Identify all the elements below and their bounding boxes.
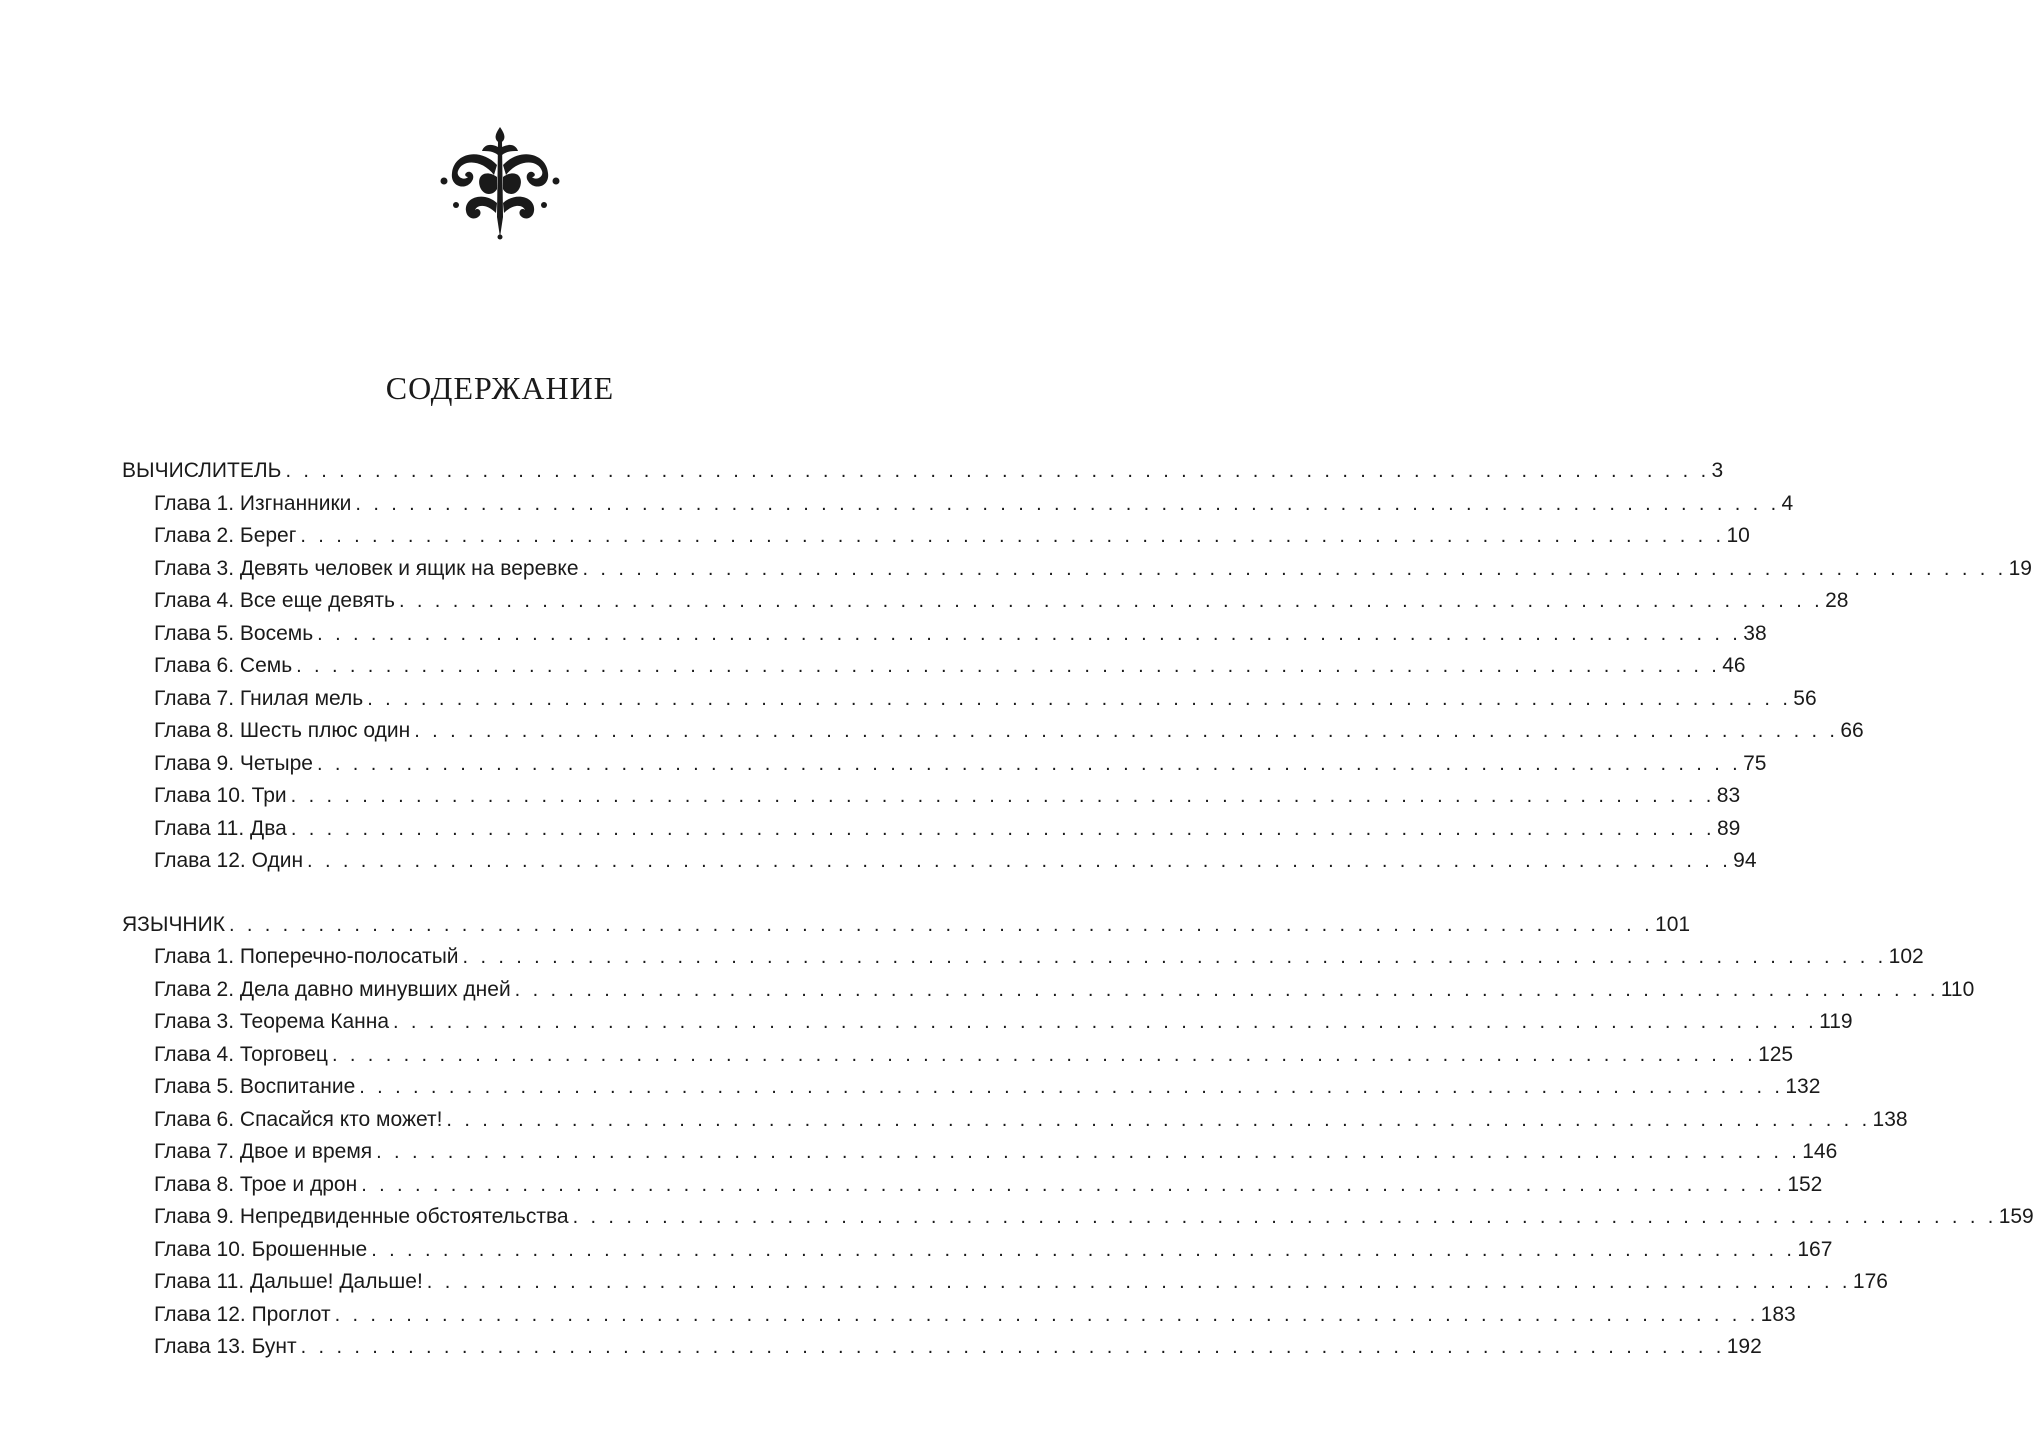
dot-leader: . . . . . . . . . . . . . . . . . . . . . . . . . . . . . . . . . . . . . . . . . . . . . . . . . . . . . . . . . . . . . . . . . . . . . . . . . . . . . . . . — [290, 785, 1715, 807]
dot-leader: . . . . . . . . . . . . . . . . . . . . . . . . . . . . . . . . . . . . . . . . . . . . . . . . . . . . . . . . . . . . . . . . . . . . . . . . . . . . . . . . — [285, 460, 1710, 482]
toc-chapter-entry — [122, 1299, 1796, 1332]
toc-chapter-entry-label: Глава 7. Гнилая мель — [154, 686, 364, 710]
toc-chapter-entry — [122, 1201, 2034, 1234]
toc-chapter-entry-label: Глава 12. Проглот — [154, 1302, 331, 1326]
toc-chapter-entry-label: Глава 8. Шесть плюс один — [154, 719, 411, 742]
toc-chapter-entry-label: Глава 11. Два — [154, 816, 287, 840]
toc-chapter-entry-page-number: 46 — [1722, 654, 1746, 677]
toc-chapter-entry-page-number: 94 — [1733, 849, 1757, 872]
toc-chapter-entry-label: Глава 2. Дела давно минувших дней — [154, 977, 511, 1001]
toc-chapter-entry — [122, 748, 1767, 781]
toc-chapter-entry — [122, 1104, 1908, 1137]
toc-chapter-entry-page-number: 192 — [1726, 1335, 1762, 1358]
toc-chapter-entry — [122, 1006, 1853, 1039]
dot-leader: . . . . . . . . . . . . . . . . . . . . . . . . . . . . . . . . . . . . . . . . . . . . . . . . . . . . . . . . . . . . . . . . . . . . . . . . . . . . . . . . — [398, 590, 1824, 612]
toc-chapter-entry-label: Глава 2. Берег — [154, 524, 297, 547]
toc-chapter-entry-label: Глава 13. Бунт — [154, 1335, 297, 1358]
toc-chapter-entry-label: Глава 1. Поперечно-полосатый — [154, 945, 459, 968]
toc-chapter-entry-label: Глава 5. Восемь — [154, 621, 314, 645]
toc-chapter-entry — [122, 488, 1794, 521]
toc-chapter-entry-label: Глава 6. Спасайся кто может! — [154, 1107, 443, 1131]
toc-chapter-entry — [122, 941, 1924, 974]
dot-leader: . . . . . . . . . . . . . . . . . . . . . . . . . . . . . . . . . . . . . . . . . . . . . . . . . . . . . . . . . . . . . . . . . . . . . . . . . . . . . . . . — [307, 850, 1732, 872]
dot-leader: . . . . . . . . . . . . . . . . . . . . . . . . . . . . . . . . . . . . . . . . . . . . . . . . . . . . . . . . . . . . . . . . . . . . . . . . . . . . . . . . — [359, 1076, 1784, 1098]
toc-chapter-entry-page-number: 19 — [2008, 556, 2032, 580]
toc-chapter-entry-page-number: 4 — [1781, 491, 1794, 515]
toc-chapter-entry — [122, 650, 1746, 683]
toc-chapter-entry-page-number: 152 — [1787, 1172, 1823, 1196]
toc-chapter-entry-page-number: 110 — [1940, 977, 1975, 1001]
toc-chapter-entry — [122, 1266, 1888, 1299]
toc-chapter-entry-label: Глава 1. Изгнанники — [154, 491, 352, 515]
toc-chapter-entry-label: Глава 4. Торговец — [154, 1042, 328, 1066]
toc-chapter-entry-page-number: 28 — [1825, 589, 1849, 612]
toc-chapter-entry — [122, 1169, 1823, 1202]
toc-chapter-entry-page-number: 176 — [1852, 1270, 1888, 1293]
toc-chapter-entry-label: Глава 7. Двое и время — [154, 1140, 373, 1163]
toc-chapter-entry-label: Глава 10. Брошенные — [154, 1237, 368, 1261]
toc-chapter-entry-label: Глава 8. Трое и дрон — [154, 1172, 358, 1196]
toc-chapter-entry-page-number: 125 — [1758, 1042, 1794, 1066]
toc-chapter-entry-label: Глава 6. Семь — [154, 654, 293, 677]
toc-chapter-entry-label: Глава 11. Дальше! Дальше! — [154, 1270, 423, 1293]
dot-leader: . . . . . . . . . . . . . . . . . . . . . . . . . . . . . . . . . . . . . . . . . . . . . . . . . . . . . . . . . . . . . . . . . . . . . . . . . . . . . . . . — [514, 978, 1939, 1001]
page-title: СОДЕРЖАНИЕ — [385, 370, 615, 406]
dot-leader: . . . . . . . . . . . . . . . . . . . . . . . . . . . . . . . . . . . . . . . . . . . . . . . . . . . . . . . . . . . . . . . . . . . . . . . . . . . . . . . . — [426, 1271, 1851, 1293]
toc-chapter-entry — [122, 1136, 1838, 1169]
toc-chapter-entry-page-number: 56 — [1793, 686, 1817, 710]
toc-chapter-entry-label: Глава 4. Все еще девять — [154, 589, 395, 612]
toc-chapter-entry — [122, 618, 1767, 651]
dot-leader: . . . . . . . . . . . . . . . . . . . . . . . . . . . . . . . . . . . . . . . . . . . . . . . . . . . . . . . . . . . . . . . . . . . . . . . . . . . . . . . . — [331, 1043, 1757, 1066]
toc-chapter-entry — [122, 585, 1849, 618]
toc-chapter-entry — [122, 553, 2032, 586]
toc-chapter-entry — [122, 683, 1817, 716]
toc-chapter-entry-page-number: 75 — [1743, 751, 1767, 775]
dot-leader: . . . . . . . . . . . . . . . . . . . . . . . . . . . . . . . . . . . . . . . . . . . . . . . . . . . . . . . . . . . . . . . . . . . . . . . . . . . . . . . . — [300, 1336, 1725, 1358]
toc-chapter-entry-page-number: 138 — [1872, 1107, 1908, 1131]
dot-leader: . . . . . . . . . . . . . . . . . . . . . . . . . . . . . . . . . . . . . . . . . . . . . . . . . . . . . . . . . . . . . . . . . . . . . . . . . . . . . . . . — [393, 1011, 1818, 1033]
floral-ornament-icon — [440, 125, 560, 240]
toc-chapter-entry — [122, 520, 1750, 553]
toc-part-heading — [122, 909, 1691, 942]
toc-chapter-entry — [122, 780, 1741, 813]
dot-leader: . . . . . . . . . . . . . . . . . . . . . . . . . . . . . . . . . . . . . . . . . . . . . . . . . . . . . . . . . . . . . . . . . . . . . . . . . . . . . . . . — [317, 622, 1742, 645]
toc-part-heading-page-number: 101 — [1655, 912, 1691, 936]
dot-leader: . . . . . . . . . . . . . . . . . . . . . . . . . . . . . . . . . . . . . . . . . . . . . . . . . . . . . . . . . . . . . . . . . . . . . . . . . . . . . . . . — [361, 1173, 1786, 1196]
dot-leader: . . . . . . . . . . . . . . . . . . . . . . . . . . . . . . . . . . . . . . . . . . . . . . . . . . . . . . . . . . . . . . . . . . . . . . . . . . . . . . . . — [582, 557, 2007, 580]
table-of-contents — [122, 455, 2034, 1364]
dot-leader: . . . . . . . . . . . . . . . . . . . . . . . . . . . . . . . . . . . . . . . . . . . . . . . . . . . . . . . . . . . . . . . . . . . . . . . . . . . . . . . . — [371, 1238, 1796, 1261]
toc-chapter-entry — [122, 1039, 1794, 1072]
toc-chapter-entry-page-number: 10 — [1726, 524, 1750, 547]
dot-leader: . . . . . . . . . . . . . . . . . . . . . . . . . . . . . . . . . . . . . . . . . . . . . . . . . . . . . . . . . . . . . . . . . . . . . . . . . . . . . . . . — [228, 913, 1654, 936]
dot-leader: . . . . . . . . . . . . . . . . . . . . . . . . . . . . . . . . . . . . . . . . . . . . . . . . . . . . . . . . . . . . . . . . . . . . . . . . . . . . . . . . — [376, 1141, 1801, 1163]
dot-leader: . . . . . . . . . . . . . . . . . . . . . . . . . . . . . . . . . . . . . . . . . . . . . . . . . . . . . . . . . . . . . . . . . . . . . . . . . . . . . . . . — [572, 1206, 1997, 1228]
toc-chapter-entry-page-number: 89 — [1716, 816, 1741, 840]
dot-leader: . . . . . . . . . . . . . . . . . . . . . . . . . . . . . . . . . . . . . . . . . . . . . . . . . . . . . . . . . . . . . . . . . . . . . . . . . . . . . . . . — [316, 752, 1742, 775]
toc-chapter-entry-page-number: 159 — [1998, 1205, 2034, 1228]
toc-chapter-entry-page-number: 183 — [1760, 1302, 1796, 1326]
toc-chapter-entry — [122, 974, 1975, 1007]
dot-leader: . . . . . . . . . . . . . . . . . . . . . . . . . . . . . . . . . . . . . . . . . . . . . . . . . . . . . . . . . . . . . . . . . . . . . . . . . . . . . . . . — [462, 946, 1887, 968]
dot-leader: . . . . . . . . . . . . . . . . . . . . . . . . . . . . . . . . . . . . . . . . . . . . . . . . . . . . . . . . . . . . . . . . . . . . . . . . . . . . . . . . — [367, 687, 1792, 710]
toc-chapter-entry-page-number: 119 — [1819, 1010, 1853, 1033]
dot-leader: . . . . . . . . . . . . . . . . . . . . . . . . . . . . . . . . . . . . . . . . . . . . . . . . . . . . . . . . . . . . . . . . . . . . . . . . . . . . . . . . — [355, 492, 1780, 515]
dot-leader: . . . . . . . . . . . . . . . . . . . . . . . . . . . . . . . . . . . . . . . . . . . . . . . . . . . . . . . . . . . . . . . . . . . . . . . . . . . . . . . . — [414, 720, 1839, 742]
dot-leader: . . . . . . . . . . . . . . . . . . . . . . . . . . . . . . . . . . . . . . . . . . . . . . . . . . . . . . . . . . . . . . . . . . . . . . . . . . . . . . . . — [446, 1108, 1871, 1131]
toc-chapter-entry-label: Глава 9. Четыре — [154, 751, 313, 775]
toc-chapter-entry-label: Глава 5. Воспитание — [154, 1075, 356, 1098]
toc-chapter-entry-page-number: 132 — [1785, 1075, 1821, 1098]
toc-chapter-entry — [122, 1331, 1762, 1364]
dot-leader: . . . . . . . . . . . . . . . . . . . . . . . . . . . . . . . . . . . . . . . . . . . . . . . . . . . . . . . . . . . . . . . . . . . . . . . . . . . . . . . . — [300, 525, 1725, 547]
toc-chapter-entry-page-number: 83 — [1716, 784, 1741, 807]
toc-chapter-entry — [122, 845, 1757, 878]
dot-leader: . . . . . . . . . . . . . . . . . . . . . . . . . . . . . . . . . . . . . . . . . . . . . . . . . . . . . . . . . . . . . . . . . . . . . . . . . . . . . . . . — [334, 1303, 1759, 1326]
toc-chapter-entry-page-number: 102 — [1888, 945, 1924, 968]
part-separator — [122, 878, 880, 909]
toc-chapter-entry-page-number: 146 — [1802, 1140, 1838, 1163]
toc-chapter-entry-label: Глава 3. Теорема Канна — [154, 1010, 390, 1033]
toc-part-heading — [122, 455, 1724, 488]
toc-part-heading-page-number: 3 — [1711, 459, 1724, 482]
dot-leader: . . . . . . . . . . . . . . . . . . . . . . . . . . . . . . . . . . . . . . . . . . . . . . . . . . . . . . . . . . . . . . . . . . . . . . . . . . . . . . . . — [296, 655, 1721, 677]
toc-chapter-entry-label: Глава 9. Непредвиденные обстоятельства — [154, 1205, 569, 1228]
toc-part-heading-label: ЯЗЫЧНИК — [122, 912, 225, 936]
toc-chapter-entry — [122, 1071, 1821, 1104]
toc-part-heading-label: ВЫЧИСЛИТЕЛЬ — [122, 459, 282, 482]
toc-chapter-entry — [122, 715, 1864, 748]
toc-chapter-entry-label: Глава 3. Девять человек и ящик на веревке — [154, 556, 579, 580]
toc-chapter-entry-page-number: 167 — [1797, 1237, 1833, 1261]
toc-chapter-entry-page-number: 38 — [1743, 621, 1767, 645]
toc-chapter-entry-page-number: 66 — [1840, 719, 1864, 742]
dot-leader: . . . . . . . . . . . . . . . . . . . . . . . . . . . . . . . . . . . . . . . . . . . . . . . . . . . . . . . . . . . . . . . . . . . . . . . . . . . . . . . . — [290, 817, 1715, 840]
toc-chapter-entry — [122, 813, 1741, 846]
toc-chapter-entry-label: Глава 12. Один — [154, 849, 304, 872]
toc-chapter-entry-label: Глава 10. Три — [154, 784, 287, 807]
toc-chapter-entry — [122, 1234, 1833, 1267]
